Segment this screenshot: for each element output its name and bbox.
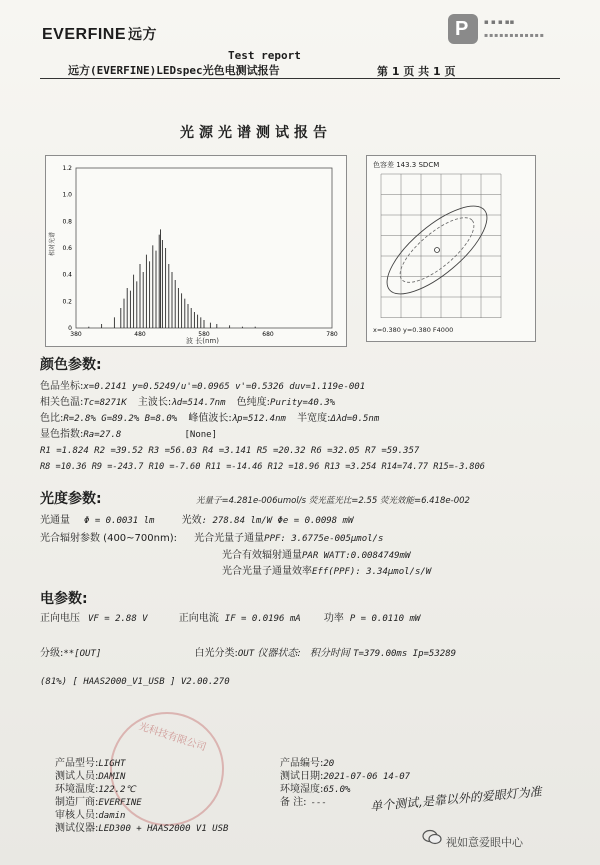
y-tick-label: 0.4	[62, 271, 72, 279]
chromaticity-diagram	[367, 156, 535, 341]
product-number-line: 产品编号:20	[280, 758, 335, 769]
center-point	[435, 248, 440, 253]
report-header: 远方(EVERFINE)LEDspec光色电测试报告	[68, 64, 280, 77]
everfine-logo: EVERFINE 远方	[42, 26, 158, 43]
y-axis-label: 相对光谱	[49, 231, 56, 256]
color-section-title: 颜色参数:	[40, 357, 102, 373]
x-tick-label: 680	[262, 331, 274, 338]
electrical-line: 正向电压 VF = 2.88 V 正向电流 IF = 0.0196 mA 功率 P = 0.0110 mW	[40, 613, 421, 624]
wechat-icon	[422, 829, 442, 845]
x-tick-label: 480	[134, 331, 146, 338]
ambient-temp-line: 环境温度:122.2℃	[55, 784, 136, 795]
spectrum-panel	[45, 155, 347, 347]
auditor-line: 审核人员:damin	[55, 810, 126, 821]
header-divider	[40, 78, 560, 79]
color-tolerance-label: 色容差 143.3 SDCM	[373, 161, 440, 169]
chromaticity-line: 色品坐标:x=0.2141 y=0.5249/u'=0.0965 v'=0.5326 duv=1.119e-001	[40, 381, 366, 392]
photometric-section-title: 光度参数:	[40, 491, 102, 507]
cct-line: 相关色温:Tc=8271K 主波长:λd=514.7nm 色纯度:Purity=40.3%	[40, 397, 336, 408]
manufacturer-line: 制造厂商:EVERFINE	[55, 797, 142, 808]
instrument-line: 测试仪器:LED300 + HAAS2000 V1 USB	[55, 823, 229, 834]
x-tick-label: 580	[198, 331, 210, 338]
seal-text: 光科技有限公司	[137, 721, 208, 754]
x-tick-label: 780	[326, 331, 338, 338]
report-title-en: Test report	[228, 49, 301, 62]
y-tick-label: 1.0	[62, 191, 72, 199]
par-line-2: 光合有效辐射通量PAR WATT:0.0084749mW	[222, 550, 411, 561]
par-line-1: 光合辐射参数 (400~700nm): 光合光量子通量PPF: 3.6775e-005μmol/s	[40, 533, 384, 544]
test-date-line: 测试日期:2021-07-06 14-07	[280, 771, 411, 782]
par-line-3: 光合光量子通量效率Eff(PPF): 3.34μmol/s/W	[222, 566, 432, 577]
x-axis-label: 波 长(nm)	[186, 337, 219, 345]
cri-line: 显色指数:Ra=27.8 [None]	[40, 429, 218, 440]
page-title: 光源光谱测试报告	[180, 125, 332, 141]
remark-line: 备 注: ---	[280, 797, 327, 808]
y-tick-label: 0	[68, 325, 72, 332]
tester-line: 测试人员:DAMIN	[55, 771, 126, 782]
logo-caption-1: ▪ ▪ ▪ ▪▪	[484, 18, 515, 26]
chromaticity-panel	[366, 155, 536, 342]
humidity-line: 环境湿度:65.0%	[280, 784, 351, 795]
plot-frame	[76, 168, 332, 328]
handwritten-note: 单个测试,是靠以外的爱眼灯为准	[369, 784, 543, 814]
logo-caption-2: ▪▪▪▪▪▪▪▪▪▪▪▪	[484, 32, 545, 39]
electrical-section-title: 电参数:	[40, 591, 88, 607]
y-tick-label: 0.6	[62, 245, 72, 252]
product-model-line: 产品型号:LIGHT	[55, 758, 126, 769]
luminous-flux-line: 光通量 Φ = 0.0031 lm 光效: 278.84 lm/W Φe = 0.0098 mW	[40, 515, 354, 526]
y-tick-label: 1.2	[62, 165, 72, 172]
y-tick-label: 0.2	[62, 298, 72, 306]
grading-line: 分级:**[OUT] 白光分类:OUT 仪器状态: 积分时间 T=379.00ms Ip=53289	[40, 648, 457, 659]
x-tick-label: 380	[70, 331, 82, 338]
chroma-footer: x=0.380 y=0.380 F4000	[373, 326, 454, 334]
spectrum-chart	[46, 156, 346, 346]
watermark-text: 视如意爱眼中心	[446, 836, 523, 849]
ratio-line: 色比:R=2.8% G=89.2% B=8.0% 峰值波长:λp=512.4nm 半宽度:Δλd=0.5nm	[40, 413, 380, 424]
company-seal	[110, 712, 224, 826]
software-version: (81%) [ HAAS2000_V1_USB ] V2.00.270	[40, 677, 230, 687]
p-logo-icon: P	[448, 14, 478, 44]
y-tick-label: 0.8	[62, 218, 72, 226]
ri-values-row-1: R1 =1.824 R2 =39.52 R3 =56.03 R4 =3.141 R5 =20.32 R6 =32.05 R7 =59.357	[40, 446, 420, 456]
photon-extra-line: 光量子=4.281e-006umol/s 荧光蓝光比=2.55 荧光效能=6.418e-002	[196, 496, 470, 506]
page-info: 第 1 页 共 1 页	[377, 65, 456, 78]
ri-values-row-2: R8 =10.36 R9 =-243.7 R10 =-7.60 R11 =-14.46 R12 =18.96 R13 =3.254 R14=74.77 R15=-3.806	[40, 462, 485, 472]
